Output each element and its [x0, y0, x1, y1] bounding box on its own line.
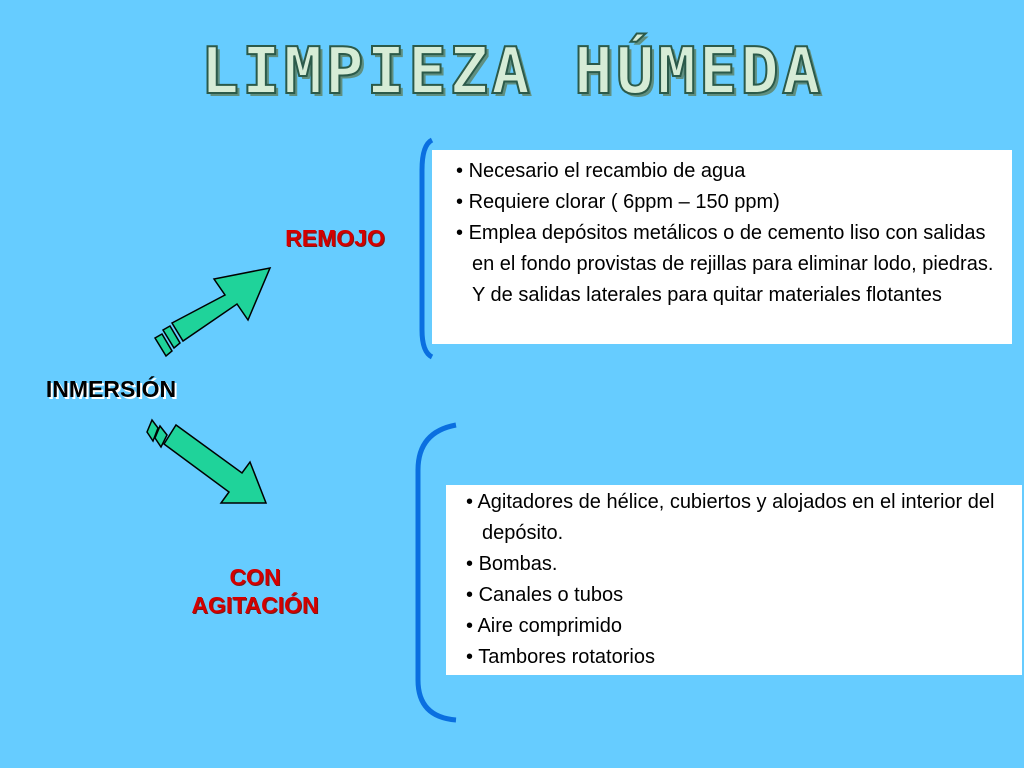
- agitacion-details-list: [452, 487, 1016, 673]
- list-item: • Tambores rotatorios: [452, 642, 1016, 673]
- list-item: • Agitadores de hélice, cubiertos y alojados en el interior del depósito.: [452, 487, 1016, 549]
- arrow-up-icon: [155, 268, 270, 356]
- list-item: • Bombas.: [452, 549, 1016, 580]
- branch-label-agitacion-line1: CON: [229, 564, 281, 590]
- list-item: • Requiere clorar ( 6ppm – 150 ppm): [442, 187, 1004, 218]
- branch-label-agitacion-line2: AGITACIÓN: [191, 592, 319, 618]
- slide-title: LIMPIEZA HÚMEDA: [200, 35, 824, 109]
- arrow-down-icon: [147, 420, 266, 503]
- list-item: • Emplea depósitos metálicos o de cemento liso con salidas en el fondo provistas de rejillas para eliminar lodo, piedras. Y de salidas laterales para quitar materiales flotantes: [442, 218, 1004, 311]
- remojo-details-box: [432, 150, 1012, 344]
- brace-top-icon: [422, 140, 432, 357]
- remojo-details-list: [442, 156, 1004, 311]
- agitacion-details-box: [446, 485, 1022, 675]
- branch-label-remojo: REMOJO: [285, 225, 385, 251]
- root-label-inmersion: INMERSIÓN: [45, 376, 177, 402]
- list-item: • Aire comprimido: [452, 611, 1016, 642]
- list-item: • Necesario el recambio de agua: [442, 156, 1004, 187]
- branch-label-agitacion: [165, 563, 345, 619]
- list-item: • Canales o tubos: [452, 580, 1016, 611]
